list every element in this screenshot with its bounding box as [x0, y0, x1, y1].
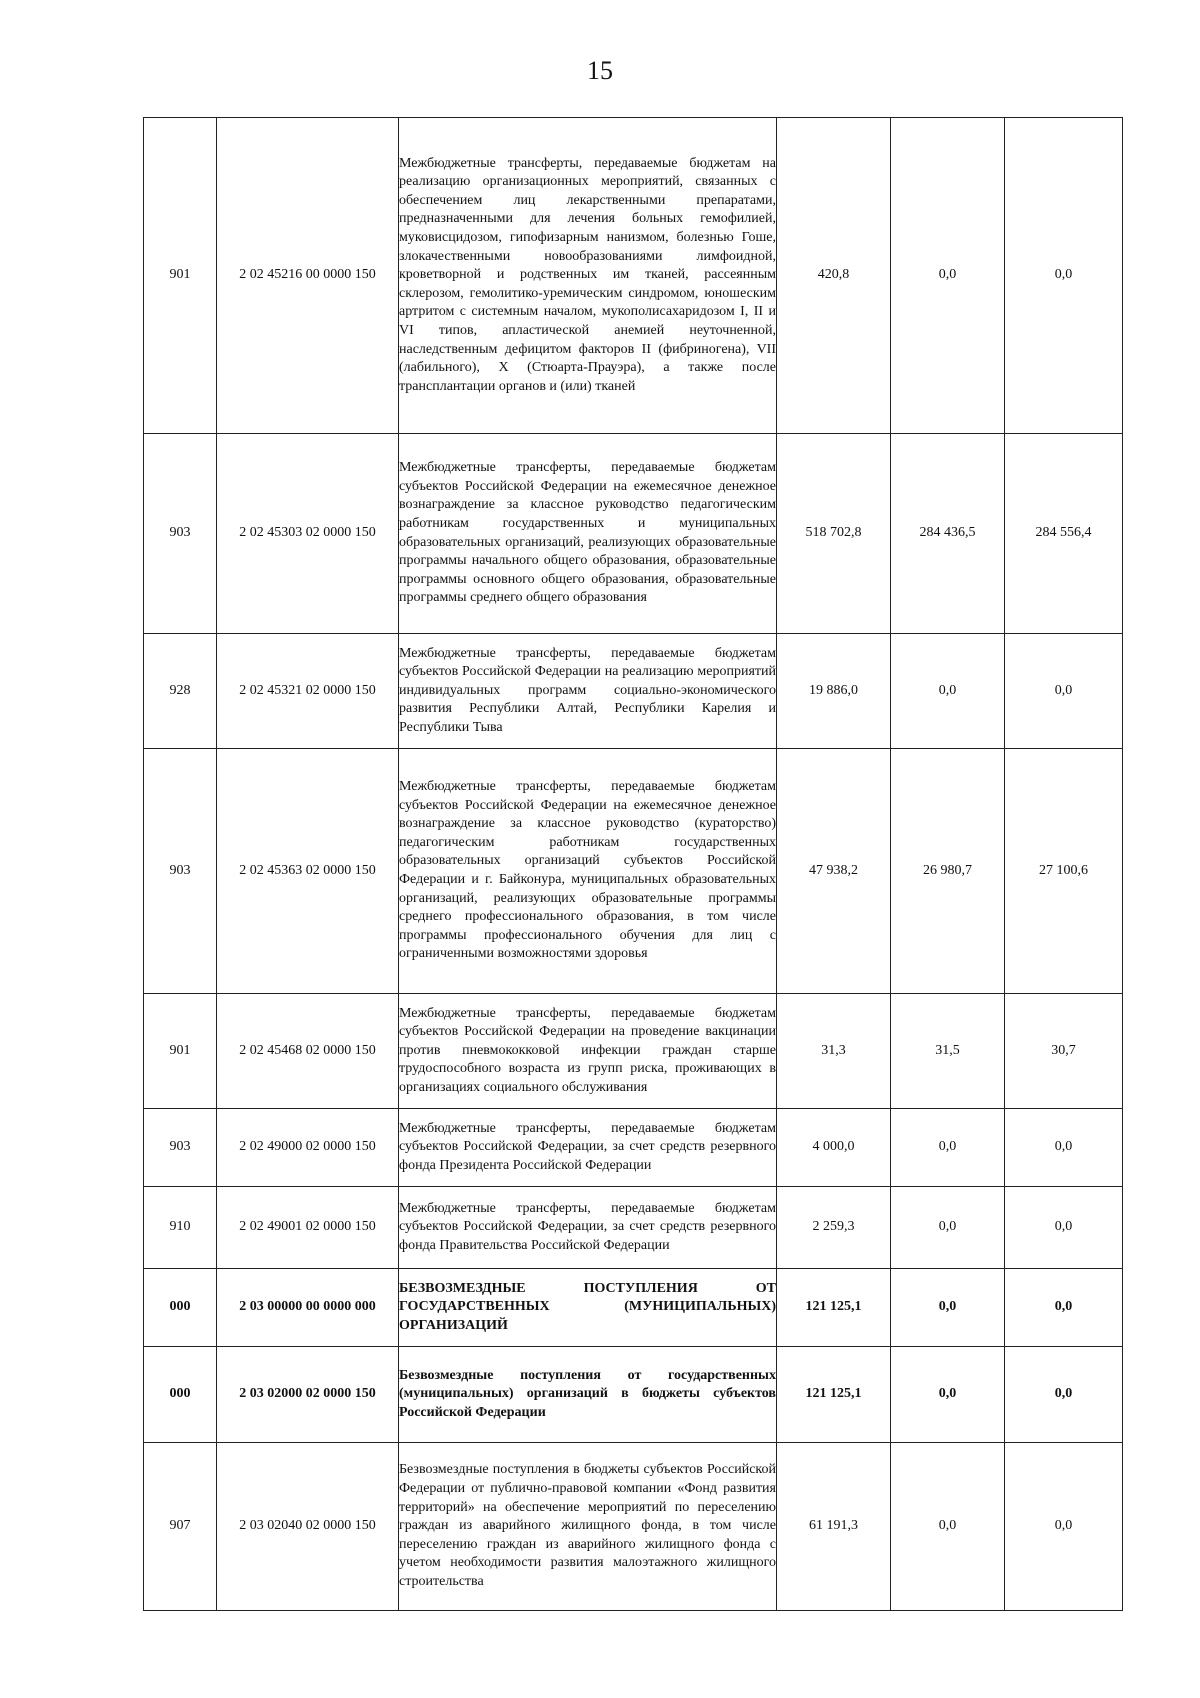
admin-code-cell: 000	[144, 1269, 217, 1347]
classification-code-cell: 2 03 02000 02 0000 150	[217, 1347, 399, 1443]
amount-cell-3: 0,0	[1005, 118, 1123, 434]
amount-cell-3: 30,7	[1005, 994, 1123, 1109]
classification-code-cell: 2 02 49000 02 0000 150	[217, 1109, 399, 1187]
classification-code-cell: 2 03 02040 02 0000 150	[217, 1443, 399, 1611]
amount-cell-3: 284 556,4	[1005, 434, 1123, 634]
table-row	[144, 1269, 1123, 1347]
amount-cell-3: 27 100,6	[1005, 749, 1123, 994]
amount-cell-1: 420,8	[777, 118, 891, 434]
amount-cell-2: 0,0	[891, 1443, 1005, 1611]
page-number: 15	[587, 56, 613, 85]
amount-cell-3: 0,0	[1005, 1269, 1123, 1347]
amount-cell-2: 0,0	[891, 634, 1005, 749]
table-row	[144, 434, 1123, 634]
amount-cell-2: 0,0	[891, 118, 1005, 434]
admin-code-cell: 903	[144, 749, 217, 994]
amount-cell-3: 0,0	[1005, 634, 1123, 749]
classification-code-cell: 2 02 45468 02 0000 150	[217, 994, 399, 1109]
admin-code-cell: 000	[144, 1347, 217, 1443]
classification-code-cell: 2 02 45303 02 0000 150	[217, 434, 399, 634]
amount-cell-2: 0,0	[891, 1187, 1005, 1269]
amount-cell-2: 0,0	[891, 1347, 1005, 1443]
amount-cell-2: 0,0	[891, 1269, 1005, 1347]
amount-cell-1: 19 886,0	[777, 634, 891, 749]
description-cell: БЕЗВОЗМЕЗДНЫЕ ПОСТУПЛЕНИЯ ОТ ГОСУДАРСТВЕННЫХ (МУНИЦИПАЛЬНЫХ) ОРГАНИЗАЦИЙ	[399, 1269, 777, 1347]
classification-code-cell: 2 03 00000 00 0000 000	[217, 1269, 399, 1347]
description-cell: Межбюджетные трансферты, передаваемые бюджетам на реализацию организационных мероприятий, связанных с обеспечением лиц лекарственными препаратами, предназначенными для лечения больных гемофилией, муковисцидозом, гипофизарным нанизмом, болезнью Гоше, злокачественными новообразованиями лимфоидной, кроветворной и родственных им тканей, рассеянным склерозом, гемолитико-уремическим синдромом, юношеским артритом с системным началом, мукополисахаридозом I, II и VI типов, апластической анемией неуточненной, наследственным дефицитом факторов II (фибриногена), VII (лабильного), X (Стюарта-Прауэра), а также после трансплантации органов и (или) тканей	[399, 118, 777, 434]
description-cell: Межбюджетные трансферты, передаваемые бюджетам субъектов Российской Федерации, за счет средств резервного фонда Правительства Российской Федерации	[399, 1187, 777, 1269]
amount-cell-1: 121 125,1	[777, 1347, 891, 1443]
budget-table	[143, 117, 1123, 1611]
admin-code-cell: 901	[144, 118, 217, 434]
amount-cell-1: 2 259,3	[777, 1187, 891, 1269]
amount-cell-2: 31,5	[891, 994, 1005, 1109]
description-cell: Межбюджетные трансферты, передаваемые бюджетам субъектов Российской Федерации, за счет средств резервного фонда Президента Российской Федерации	[399, 1109, 777, 1187]
amount-cell-1: 31,3	[777, 994, 891, 1109]
admin-code-cell: 928	[144, 634, 217, 749]
amount-cell-1: 518 702,8	[777, 434, 891, 634]
table-row	[144, 1443, 1123, 1611]
amount-cell-3: 0,0	[1005, 1109, 1123, 1187]
classification-code-cell: 2 02 45216 00 0000 150	[217, 118, 399, 434]
description-cell: Межбюджетные трансферты, передаваемые бюджетам субъектов Российской Федерации на ежемесячное денежное вознаграждение за классное руководство (кураторство) педагогическим работникам государственных образовательных организаций субъектов Российской Федерации и г. Байконура, муниципальных образовательных организаций, реализующих образовательные программы среднего профессионального образования, в том числе программы профессионального обучения для лиц с ограниченными возможностями здоровья	[399, 749, 777, 994]
table-row	[144, 1109, 1123, 1187]
admin-code-cell: 903	[144, 1109, 217, 1187]
table-body	[144, 118, 1123, 1611]
description-cell: Межбюджетные трансферты, передаваемые бюджетам субъектов Российской Федерации на реализацию мероприятий индивидуальных программ социально-экономического развития Республики Алтай, Республики Карелия и Республики Тыва	[399, 634, 777, 749]
admin-code-cell: 910	[144, 1187, 217, 1269]
description-cell: Межбюджетные трансферты, передаваемые бюджетам субъектов Российской Федерации на ежемесячное денежное вознаграждение за классное руководство педагогическим работникам государственных и муниципальных образовательных организаций, реализующих образовательные программы начального общего образования, образовательные программы основного общего образования, образовательные программы среднего общего образования	[399, 434, 777, 634]
table-row	[144, 994, 1123, 1109]
amount-cell-2: 284 436,5	[891, 434, 1005, 634]
classification-code-cell: 2 02 45363 02 0000 150	[217, 749, 399, 994]
table-row	[144, 749, 1123, 994]
admin-code-cell: 903	[144, 434, 217, 634]
description-cell: Межбюджетные трансферты, передаваемые бюджетам субъектов Российской Федерации на проведение вакцинации против пневмококковой инфекции граждан старше трудоспособного возраста из групп риска, проживающих в организациях социального обслуживания	[399, 994, 777, 1109]
admin-code-cell: 901	[144, 994, 217, 1109]
description-cell: Безвозмездные поступления от государственных (муниципальных) организаций в бюджеты субъектов Российской Федерации	[399, 1347, 777, 1443]
amount-cell-3: 0,0	[1005, 1443, 1123, 1611]
amount-cell-1: 121 125,1	[777, 1269, 891, 1347]
classification-code-cell: 2 02 45321 02 0000 150	[217, 634, 399, 749]
amount-cell-3: 0,0	[1005, 1187, 1123, 1269]
amount-cell-2: 0,0	[891, 1109, 1005, 1187]
description-cell: Безвозмездные поступления в бюджеты субъектов Российской Федерации от публично-правовой компании «Фонд развития территорий» на обеспечение мероприятий по переселению граждан из аварийного жилищного фонда, в том числе переселению граждан из аварийного жилищного фонда с учетом необходимости развития малоэтажного жилищного строительства	[399, 1443, 777, 1611]
amount-cell-1: 61 191,3	[777, 1443, 891, 1611]
amount-cell-1: 4 000,0	[777, 1109, 891, 1187]
table-row	[144, 634, 1123, 749]
amount-cell-1: 47 938,2	[777, 749, 891, 994]
table-row	[144, 1347, 1123, 1443]
admin-code-cell: 907	[144, 1443, 217, 1611]
table-row	[144, 1187, 1123, 1269]
table-row	[144, 118, 1123, 434]
amount-cell-3: 0,0	[1005, 1347, 1123, 1443]
amount-cell-2: 26 980,7	[891, 749, 1005, 994]
classification-code-cell: 2 02 49001 02 0000 150	[217, 1187, 399, 1269]
